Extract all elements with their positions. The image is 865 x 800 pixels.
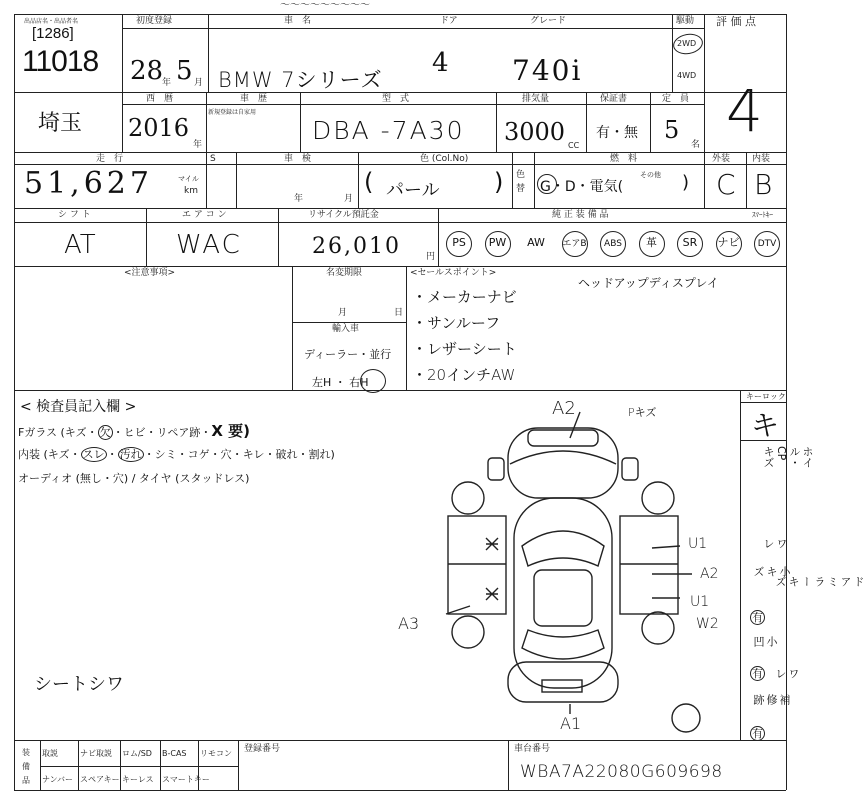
rule: [672, 14, 673, 92]
rule: [14, 152, 786, 153]
right-doors: [620, 516, 678, 614]
left-window-mark-1: [486, 538, 498, 550]
hud-note: ヘッドアップディスプレイ: [578, 276, 719, 290]
side-door: ドアミラーキズ: [774, 576, 865, 587]
shift: AT: [64, 230, 96, 260]
rule: [14, 740, 786, 741]
warranty: 有・無: [596, 125, 638, 141]
color: パール: [386, 180, 440, 201]
front-bumper: [510, 451, 616, 464]
chassis-number: WBA7A22080G609698: [520, 762, 723, 782]
western-year-label: 西 暦: [146, 94, 174, 104]
car-name-label: 車 名: [284, 16, 312, 26]
rule: [586, 92, 587, 152]
equipment-label-text: ナビ: [717, 236, 740, 249]
western-year: 2016: [128, 114, 190, 142]
side-repair: 補修跡: [752, 694, 791, 705]
rule: [40, 766, 238, 767]
rule: [358, 152, 359, 208]
rule: [206, 92, 207, 152]
footer-item: キーレス: [122, 775, 154, 784]
sales-point-4: ・20インチAW: [412, 366, 516, 384]
rule: [14, 390, 786, 391]
warranty-label: 保証書: [600, 94, 628, 104]
side-repair-c: 有: [752, 727, 763, 740]
smartkey-label: ｽﾏｰﾄｷｰ: [752, 211, 773, 219]
name-change-month: 月: [338, 308, 348, 318]
year-unit: 年: [162, 78, 172, 88]
mark-right1: U1: [688, 536, 708, 552]
fglass-prefix: Fガラス (キズ・: [18, 426, 98, 439]
capacity-unit: 名: [691, 140, 701, 150]
rule: [534, 152, 535, 208]
roof: [534, 570, 592, 626]
model: DBA -7A30: [312, 116, 465, 145]
s-mark: S: [210, 154, 216, 164]
windshield: [522, 531, 604, 566]
color-paren-right: ): [494, 168, 504, 196]
footer-item: ナビ取説: [80, 749, 112, 758]
exterior-label: 外装: [712, 154, 731, 164]
mark-top-note: Pキズ: [628, 406, 657, 419]
color-paren-left: (: [364, 168, 374, 196]
recycle: 26,010: [312, 234, 401, 259]
model-label: 型 式: [382, 94, 410, 104]
notes-label: <注意事項>: [124, 268, 176, 278]
door-label: ドア: [440, 16, 458, 26]
footer-item: B-CAS: [162, 749, 187, 758]
side-door-circled: ワレ: [774, 668, 800, 679]
rule: [122, 14, 123, 152]
mirror-right: [622, 458, 638, 480]
leader-left: [446, 606, 470, 614]
grade: 740i: [512, 54, 583, 87]
fuel-label: 燃 料: [610, 154, 638, 164]
mark-right2: A2: [700, 566, 719, 582]
lot-bracket: [1286]: [32, 25, 74, 42]
lot-number: 11018: [22, 45, 99, 78]
aircon: WAC: [176, 230, 242, 260]
right-handle-circle: [360, 369, 386, 393]
rule: [206, 152, 207, 208]
rule: [508, 740, 509, 790]
keylock: キ: [751, 409, 780, 442]
import-type: ディーラー・並行: [304, 348, 392, 361]
mark-bottom: A1: [560, 714, 582, 733]
rule: [300, 92, 301, 152]
side-wheel-circled: ワレ: [762, 538, 788, 549]
exterior: C: [716, 168, 736, 201]
fuel-options: G・D・電気(: [540, 179, 624, 195]
cc-unit: CC: [568, 141, 580, 150]
rule: [14, 14, 15, 790]
rear-plate: [542, 680, 582, 692]
history-label: 車 歴: [240, 94, 268, 104]
sales-point-1: ・メーカーナビ: [412, 288, 517, 306]
rule: [278, 208, 279, 266]
displacement: 3000: [504, 118, 566, 146]
tiny-note: 出品店名・出品者名: [24, 18, 79, 25]
color-label: 色 (Col.No): [420, 154, 469, 164]
rule: [406, 266, 407, 390]
leader-right1: [652, 546, 680, 548]
drive-2wd: 2WD: [677, 39, 697, 48]
equipment-item: [521, 228, 551, 258]
capacity: 5: [664, 116, 680, 144]
equipment-item: [483, 228, 513, 258]
footer-item: リモコン: [200, 749, 232, 758]
spare-wheel: [672, 704, 700, 732]
mileage-label: 走 行: [96, 154, 124, 164]
displacement-label: 排気量: [522, 94, 550, 104]
rule: [14, 14, 786, 15]
front-grille: [528, 430, 598, 446]
rule: [292, 266, 293, 390]
interior-prefix: 内装 (キズ・: [18, 448, 81, 461]
mark-right4: W2: [696, 616, 719, 632]
rule: [208, 14, 209, 92]
top-cut-text: 〜〜〜〜〜〜〜〜〜: [280, 0, 370, 11]
rear-window: [522, 630, 604, 659]
side-small1: 小キズ: [752, 566, 791, 577]
score: 4: [726, 77, 763, 145]
side-small2-c: 有: [752, 667, 763, 680]
fglass-circled: 欠: [99, 426, 111, 439]
drive-label: 駆動: [676, 16, 695, 26]
equipment-item: [560, 228, 590, 258]
rule: [122, 28, 704, 29]
interior-c1: スレ: [82, 448, 105, 461]
insp-year-unit: 年: [294, 194, 304, 204]
rule: [650, 92, 651, 152]
side-wheel: ホイル・CPキズ: [762, 446, 814, 468]
recycle-label: リサイクル預託金: [308, 210, 379, 220]
footer-item: ロム/SD: [122, 749, 152, 758]
fuel-g-circle: [537, 174, 557, 194]
color-change-label: 色替: [516, 170, 526, 194]
equipment-item: [714, 228, 744, 258]
wheel-rl: [452, 616, 484, 648]
doors: 4: [432, 48, 449, 78]
rule: [14, 222, 786, 223]
year-unit-2: 年: [193, 140, 203, 150]
side-small2: 小凹: [752, 636, 778, 647]
rule: [496, 92, 497, 152]
reg-label: 登録番号: [244, 744, 281, 754]
capacity-label: 定 員: [662, 94, 690, 104]
equipment-label-text: DTV: [757, 239, 777, 249]
fuel-close: ): [682, 172, 690, 193]
insp-month-unit: 月: [344, 194, 354, 204]
mile-unit: マイル: [178, 175, 199, 183]
sales-point-3: ・レザーシート: [412, 340, 517, 358]
footer-item: ナンバー: [42, 775, 74, 784]
equipment-label-text: PS: [452, 236, 466, 249]
mark-top: A2: [552, 398, 576, 419]
car-diagram: [430, 398, 730, 738]
first-reg-month: 5: [176, 56, 193, 86]
aircon-label: エ ア コ ン: [182, 210, 227, 220]
yen-unit: 円: [426, 252, 436, 262]
audio-line: オーディオ (無し・穴) / タイヤ (スタッドレス): [18, 472, 250, 485]
rule: [146, 208, 147, 266]
interior-c2: 汚れ: [119, 448, 142, 461]
equipment-item: [675, 228, 705, 258]
wheel-fl: [452, 482, 484, 514]
rule: [746, 152, 747, 208]
first-reg-label: 初度登録: [136, 16, 173, 26]
rule: [236, 152, 237, 208]
equipment-item: [444, 228, 474, 258]
rule: [704, 14, 705, 152]
front-outline: [508, 428, 618, 498]
inspector-title: < 検査員記入欄 >: [20, 399, 137, 415]
chassis-label: 車台番号: [514, 744, 551, 754]
rule: [704, 152, 705, 208]
mark-left: A3: [398, 614, 420, 633]
rule: [512, 152, 513, 208]
keylock-label: キーロック: [746, 392, 786, 401]
fglass-line: [18, 420, 250, 441]
equipment-label-text: PW: [488, 236, 507, 249]
equipment-label-text: SR: [682, 236, 698, 249]
side-small1-c: 有: [752, 611, 763, 624]
handle: 左H ・ 右H: [312, 376, 369, 389]
rule: [14, 790, 786, 791]
interior-line: [18, 446, 335, 462]
region: 埼玉: [38, 111, 83, 136]
grade-label: グレード: [530, 16, 567, 26]
left-window-mark-2: [486, 588, 498, 600]
footer-label: 装 備 品: [22, 748, 30, 785]
inspector-note: シートシワ: [34, 674, 124, 695]
interior-label: 内装: [752, 154, 771, 164]
rule: [740, 390, 741, 740]
name-change-label: 名変期限: [326, 268, 363, 278]
rule: [14, 208, 786, 209]
interior: B: [754, 168, 773, 201]
mark-right3: U1: [690, 594, 710, 610]
footer-item: スマートキー: [162, 775, 210, 784]
interior-sep: ・: [106, 448, 118, 461]
shift-label: シ フ ト: [58, 210, 91, 220]
mileage: 51,627: [24, 166, 153, 201]
equipment-item: [637, 228, 667, 258]
footer-item: 取説: [42, 749, 58, 758]
equipment-item: [752, 228, 782, 258]
fglass-x: X 要): [211, 422, 251, 440]
drive-4wd: 4WD: [677, 71, 697, 80]
rear-outline: [508, 662, 618, 702]
equipment-label-text: 革: [646, 236, 657, 249]
car-name: BMW 7シリーズ: [218, 68, 383, 92]
footer-item: スペアキー: [80, 775, 120, 784]
import-label: 輸入車: [332, 324, 360, 334]
inspection-label: 車 検: [284, 154, 312, 164]
equipment-label-text: AW: [527, 236, 545, 249]
score-label: 評 価 点: [716, 15, 756, 28]
sales-point-2: ・サンルーフ: [412, 314, 501, 332]
interior-rest: ・シミ・コゲ・穴・キレ・破れ・割れ): [143, 448, 335, 461]
month-unit: 月: [194, 78, 204, 88]
rule: [438, 208, 439, 266]
name-change-day: 日: [394, 308, 404, 318]
sales-label: <セールスポイント>: [410, 268, 497, 278]
km-unit: km: [184, 186, 198, 196]
equipment-item: [598, 228, 628, 258]
wheel-rr: [642, 612, 674, 644]
history-sub: 新規登録は自家用: [208, 109, 257, 116]
fuel-other: その他: [640, 171, 661, 179]
equipment-label: 純 正 装 備 品: [552, 210, 609, 220]
fglass-rest: ・ヒビ・リペア跡・: [112, 426, 212, 439]
first-reg-year: 28: [130, 56, 164, 86]
wheel-fr: [642, 482, 674, 514]
equipment-label-text: ABS: [604, 239, 622, 249]
equipment-label-text: エアB: [562, 239, 587, 249]
rule: [238, 740, 239, 790]
mirror-left: [488, 458, 504, 480]
